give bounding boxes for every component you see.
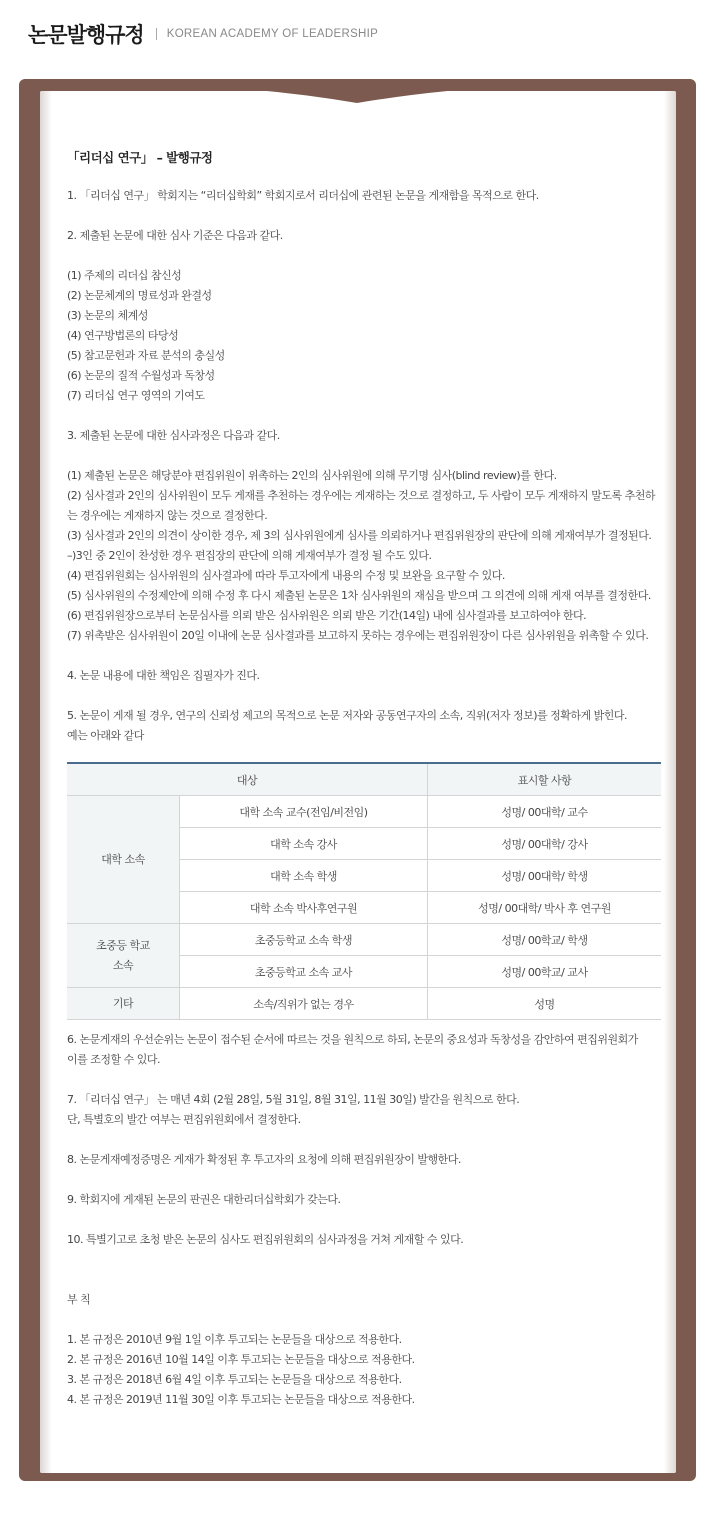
title-divider xyxy=(156,28,157,40)
review-item: (2) 심사결과 2인의 심사위원이 모두 게재를 추천하는 경우에는 게재하는 것으로 결정하고, 두 사람이 모두 게재하지 말도록 추천하는 경우에는 게재하지 않는 것으로 결정한다. xyxy=(67,489,655,522)
review-item: (7) 위촉받은 심사위원이 20일 이내에 논문 심사결과를 보고하지 못하는 경우에는 편집위원장이 다른 심사위원을 위촉할 수 있다. xyxy=(67,629,649,642)
section-5-cont: 예는 아래와 같다 xyxy=(67,729,144,742)
table-group-label: 소속 xyxy=(112,958,134,972)
criteria-item: (1) 주제의 리더십 참신성 xyxy=(67,269,182,282)
review-item: (3) 심사결과 2인의 의견이 상이한 경우, 제 3의 심사위원에게 심사를 의뢰하거나 편집위원장의 판단에 의해 게재여부가 결정된다. xyxy=(67,529,652,542)
table-cell: 대학 소속 박사후연구원 xyxy=(180,892,428,924)
appendix-item: 4. 본 규정은 2019년 11월 30일 이후 투고되는 논문들을 대상으로 적용한다. xyxy=(67,1393,415,1406)
criteria-item: (4) 연구방법론의 타당성 xyxy=(67,329,179,342)
criteria-item: (5) 참고문헌과 자료 분석의 충실성 xyxy=(67,349,225,362)
table-cell: 초중등학교 소속 학생 xyxy=(180,924,428,956)
table-header-cell: 대상 xyxy=(67,763,428,796)
page-shadow-left xyxy=(40,91,52,1473)
table-cell: 성명/ 00대학/ 학생 xyxy=(428,860,662,892)
table-cell: 소속/직위가 없는 경우 xyxy=(180,988,428,1020)
book-spine-arc xyxy=(19,79,696,115)
table-header-cell: 표시할 사항 xyxy=(428,763,662,796)
table-cell: 대학 소속 교수(전임/비전임) xyxy=(180,796,428,828)
section-6: 6. 논문게재의 우선순위는 논문이 접수된 순서에 따르는 것을 원칙으로 하되, 논문의 중요성과 독창성을 감안하여 편집위원회가 xyxy=(67,1033,638,1046)
page-subtitle: KOREAN ACADEMY OF LEADERSHIP xyxy=(166,28,379,40)
table-cell: 성명/ 00대학/ 박사 후 연구원 xyxy=(428,892,662,924)
table-group-cell xyxy=(67,924,180,988)
table-cell: 성명/ 00대학/ 강사 xyxy=(428,828,662,860)
section-4: 4. 논문 내용에 대한 책임은 집필자가 진다. xyxy=(67,669,260,682)
page-title: 논문발행규정 xyxy=(28,23,144,47)
table-row xyxy=(67,796,661,828)
appendix-item: 2. 본 규정은 2016년 10월 14일 이후 투고되는 논문들을 대상으로 적용한다. xyxy=(67,1353,415,1366)
table-group-cell: 대학 소속 xyxy=(67,796,180,924)
table-cell: 성명/ 00대학/ 교수 xyxy=(428,796,662,828)
table-group-cell: 기타 xyxy=(67,988,180,1020)
table-cell: 초중등학교 소속 교사 xyxy=(180,956,428,988)
review-item: (1) 제출된 논문은 해당분야 편집위원이 위촉하는 2인의 심사위원에 의해 무기명 심사(blind review)를 한다. xyxy=(67,469,557,482)
appendix-title: 부 칙 xyxy=(67,1293,91,1306)
table-cell: 대학 소속 학생 xyxy=(180,860,428,892)
book-page xyxy=(40,91,676,1473)
section-7: 7. 「리더십 연구」 는 매년 4회 (2월 28일, 5월 31일, 8월 31일, 11월 30일) 발간을 원칙으로 한다. xyxy=(67,1093,520,1106)
document-title: 「리더십 연구」 – 발행규정 xyxy=(67,150,213,165)
table-header-row xyxy=(67,763,661,796)
section-6-cont: 이를 조정할 수 있다. xyxy=(67,1053,160,1066)
author-info-table xyxy=(67,762,661,1020)
table-cell: 성명 xyxy=(428,988,662,1020)
table-cell: 성명/ 00학교/ 교사 xyxy=(428,956,662,988)
review-item: (5) 심사위원의 수정제안에 의해 수정 후 다시 제출된 논문은 1차 심사위원의 재심을 받으며 그 의견에 의해 게재 여부를 결정한다. xyxy=(67,589,651,602)
review-item: –)3인 중 2인이 찬성한 경우 편집장의 판단에 의해 게재여부가 결정 될 수도 있다. xyxy=(67,549,432,562)
review-item: (6) 편집위원장으로부터 논문심사를 의뢰 받은 심사위원은 의뢰 받은 기간(14일) 내에 심사결과를 보고하여야 한다. xyxy=(67,609,587,622)
table-row xyxy=(67,988,661,1020)
section-10: 10. 특별기고로 초청 받은 논문의 심사도 편집위원회의 심사과정을 거쳐 게재할 수 있다. xyxy=(67,1233,464,1246)
document-body xyxy=(67,148,667,1410)
criteria-item: (3) 논문의 체계성 xyxy=(67,309,148,322)
table-group-label: 초중등 학교 xyxy=(96,938,150,952)
table-row xyxy=(67,924,661,956)
section-3: 3. 제출된 논문에 대한 심사과정은 다음과 같다. xyxy=(67,429,280,442)
table-cell: 성명/ 00학교/ 학생 xyxy=(428,924,662,956)
section-9: 9. 학회지에 게재된 논문의 판권은 대한리더십학회가 갖는다. xyxy=(67,1193,341,1206)
book-frame xyxy=(19,79,696,1481)
appendix-item: 1. 본 규정은 2010년 9월 1일 이후 투고되는 논문들을 대상으로 적용한다. xyxy=(67,1333,402,1346)
section-8: 8. 논문게재예정증명은 게재가 확정된 후 투고자의 요청에 의해 편집위원장이 발행한다. xyxy=(67,1153,461,1166)
criteria-item: (6) 논문의 질적 수월성과 독창성 xyxy=(67,369,215,382)
review-item: (4) 편집위원회는 심사위원의 심사결과에 따라 투고자에게 내용의 수정 및 보완을 요구할 수 있다. xyxy=(67,569,505,582)
appendix-item: 3. 본 규정은 2018년 6월 4일 이후 투고되는 논문들을 대상으로 적용한다. xyxy=(67,1373,402,1386)
section-5: 5. 논문이 게재 될 경우, 연구의 신뢰성 제고의 목적으로 논문 저자와 공동연구자의 소속, 직위(저자 정보)를 정확하게 밝힌다. xyxy=(67,709,628,722)
section-1: 1. 「리더십 연구」 학회지는 “리더십학회” 학회지로서 리더십에 관련된 논문을 게재함을 목적으로 한다. xyxy=(67,189,539,202)
section-2: 2. 제출된 논문에 대한 심사 기준은 다음과 같다. xyxy=(67,229,283,242)
section-7-cont: 단, 특별호의 발간 여부는 편집위원회에서 결정한다. xyxy=(67,1113,301,1126)
page-header xyxy=(28,16,378,52)
table-cell: 대학 소속 강사 xyxy=(180,828,428,860)
criteria-item: (2) 논문체계의 명료성과 완결성 xyxy=(67,289,212,302)
criteria-item: (7) 리더십 연구 영역의 기여도 xyxy=(67,389,205,402)
